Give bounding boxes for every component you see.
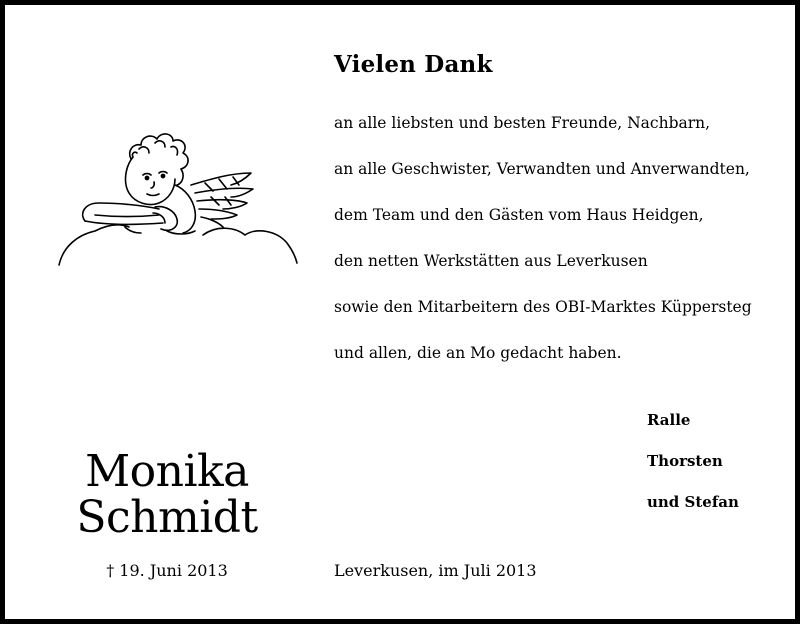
heading-vielen-dank: Vielen Dank bbox=[334, 51, 493, 78]
signer-name: Ralle bbox=[647, 411, 691, 429]
thank-you-line: den netten Werkstätten aus Leverkusen bbox=[334, 252, 648, 270]
deceased-last-name: Schmidt bbox=[76, 492, 258, 543]
place-and-date: Leverkusen, im Juli 2013 bbox=[334, 561, 537, 580]
thank-you-lines bbox=[334, 109, 752, 385]
cherub-angel-icon bbox=[55, 127, 305, 272]
thank-you-line: dem Team und den Gästen vom Haus Heidgen, bbox=[334, 206, 704, 224]
thank-you-line: an alle Geschwister, Verwandten und Anverwandten, bbox=[334, 160, 750, 178]
thank-you-line: sowie den Mitarbeitern des OBI-Marktes Küppersteg bbox=[334, 298, 752, 316]
signers-list bbox=[647, 409, 739, 532]
signer-name: und Stefan bbox=[647, 493, 739, 511]
signer-name: Thorsten bbox=[647, 452, 723, 470]
thank-you-line: und allen, die an Mo gedacht haben. bbox=[334, 344, 622, 362]
deceased-first-name: Monika bbox=[85, 446, 249, 497]
deceased-name bbox=[45, 446, 289, 543]
thank-you-line: an alle liebsten und besten Freunde, Nachbarn, bbox=[334, 114, 711, 132]
death-date: † 19. Juni 2013 bbox=[106, 561, 228, 580]
